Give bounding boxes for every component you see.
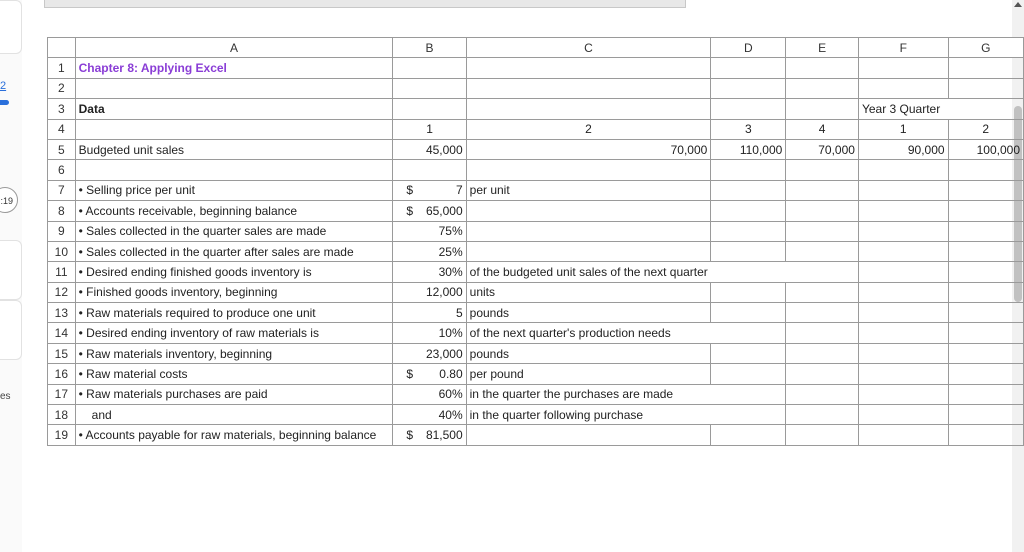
cell[interactable]	[858, 343, 948, 363]
table-row	[48, 119, 1024, 139]
spreadsheet-table	[47, 37, 1024, 446]
column-header-a[interactable]: A	[75, 38, 393, 58]
cell[interactable]	[858, 364, 948, 384]
left-card	[0, 300, 22, 360]
cell[interactable]	[466, 241, 711, 261]
column-header-e[interactable]: E	[786, 38, 859, 58]
label-cell[interactable]: • Raw material costs	[75, 364, 393, 384]
value-cell[interactable]: 75%	[393, 221, 466, 241]
cell[interactable]	[466, 221, 711, 241]
cell[interactable]	[948, 78, 1023, 98]
quarter-cell[interactable]: 4	[786, 119, 859, 139]
row-header[interactable]: 5	[48, 139, 76, 159]
cell[interactable]	[948, 384, 1023, 404]
row-header[interactable]: 12	[48, 282, 76, 302]
cell[interactable]	[711, 323, 786, 343]
cell[interactable]	[858, 303, 948, 323]
row-header[interactable]: 15	[48, 343, 76, 363]
row-header[interactable]: 7	[48, 180, 76, 200]
table-row	[48, 262, 1024, 282]
cell[interactable]	[948, 180, 1023, 200]
value-cell[interactable]: 70,000	[786, 139, 859, 159]
table-row	[48, 364, 1024, 384]
label-cell[interactable]: • Sales collected in the quarter after sales are made	[75, 241, 393, 261]
cell[interactable]	[786, 262, 859, 282]
cell[interactable]	[466, 201, 711, 221]
cell[interactable]	[711, 343, 786, 363]
row-header[interactable]: 4	[48, 119, 76, 139]
top-scrollbar[interactable]	[44, 0, 686, 8]
value-text: 65,000	[425, 203, 463, 218]
cell[interactable]	[711, 364, 786, 384]
table-row	[48, 343, 1024, 363]
cell[interactable]	[393, 58, 466, 78]
cell[interactable]	[711, 262, 786, 282]
label-cell[interactable]: • Raw materials purchases are paid	[75, 384, 393, 404]
left-text: es	[0, 391, 11, 402]
table-row	[48, 221, 1024, 241]
cell[interactable]	[711, 78, 786, 98]
label-cell[interactable]: and	[75, 405, 393, 425]
cell[interactable]	[948, 425, 1023, 445]
cell[interactable]	[948, 160, 1023, 180]
cell[interactable]	[786, 58, 859, 78]
cell[interactable]	[393, 99, 466, 119]
cell[interactable]	[858, 384, 948, 404]
cell[interactable]	[711, 180, 786, 200]
cell[interactable]	[858, 425, 948, 445]
row-header[interactable]: 17	[48, 384, 76, 404]
cell[interactable]	[786, 343, 859, 363]
row-header[interactable]: 2	[48, 78, 76, 98]
label-cell[interactable]: • Raw materials inventory, beginning	[75, 343, 393, 363]
table-row	[48, 405, 1024, 425]
cell[interactable]	[786, 241, 859, 261]
quarter-cell[interactable]: 2	[948, 119, 1023, 139]
cell[interactable]	[393, 160, 466, 180]
value-cell[interactable]: 40%	[393, 405, 466, 425]
left-card	[0, 0, 22, 54]
table-row	[48, 180, 1024, 200]
value-cell[interactable]: 70,000	[466, 139, 711, 159]
note-cell[interactable]: per pound	[466, 364, 711, 384]
column-header-b[interactable]: B	[393, 38, 466, 58]
value-cell[interactable]	[393, 201, 466, 221]
cell[interactable]	[858, 405, 948, 425]
table-row	[48, 384, 1024, 404]
note-cell[interactable]: units	[466, 282, 711, 302]
quarter-cell[interactable]: 1	[858, 119, 948, 139]
value-cell[interactable]: 12,000	[393, 282, 466, 302]
cell[interactable]	[786, 425, 859, 445]
cell[interactable]	[786, 78, 859, 98]
cell[interactable]	[858, 160, 948, 180]
cell[interactable]	[711, 201, 786, 221]
cell[interactable]	[393, 78, 466, 98]
cell[interactable]	[711, 160, 786, 180]
table-row	[48, 425, 1024, 445]
cell[interactable]	[858, 262, 948, 282]
value-cell[interactable]	[393, 425, 466, 445]
value-cell[interactable]: 25%	[393, 241, 466, 261]
cell[interactable]	[711, 384, 786, 404]
cell[interactable]	[786, 221, 859, 241]
label-cell[interactable]: • Raw materials required to produce one unit	[75, 303, 393, 323]
table-row	[48, 323, 1024, 343]
table-row	[48, 78, 1024, 98]
currency-symbol: $	[406, 203, 414, 218]
cell[interactable]	[786, 384, 859, 404]
cell[interactable]	[858, 180, 948, 200]
cell[interactable]	[786, 282, 859, 302]
left-panel	[0, 0, 22, 552]
cell[interactable]	[858, 282, 948, 302]
cell[interactable]	[948, 343, 1023, 363]
label-cell[interactable]: • Desired ending inventory of raw materials is	[75, 323, 393, 343]
cell[interactable]	[711, 221, 786, 241]
cell[interactable]	[858, 58, 948, 78]
value-cell[interactable]: 10%	[393, 323, 466, 343]
cell[interactable]	[858, 323, 948, 343]
cell[interactable]	[75, 119, 393, 139]
cell[interactable]	[858, 78, 948, 98]
label-cell[interactable]: • Sales collected in the quarter sales are made	[75, 221, 393, 241]
cell[interactable]	[948, 201, 1023, 221]
cell[interactable]	[948, 405, 1023, 425]
row-header[interactable]: 9	[48, 221, 76, 241]
table-row	[48, 58, 1024, 78]
left-active-indicator	[0, 100, 9, 105]
cell[interactable]	[711, 405, 786, 425]
row-header[interactable]: 10	[48, 241, 76, 261]
value-cell[interactable]: 23,000	[393, 343, 466, 363]
cell[interactable]	[858, 221, 948, 241]
table-row	[48, 241, 1024, 261]
value-cell[interactable]: 30%	[393, 262, 466, 282]
column-header-row	[48, 38, 1024, 58]
value-text: 81,500	[425, 428, 463, 443]
row-header[interactable]: 3	[48, 99, 76, 119]
row-header[interactable]: 19	[48, 425, 76, 445]
value-text: 0.80	[439, 366, 463, 381]
row-header[interactable]: 18	[48, 405, 76, 425]
row-header[interactable]: 11	[48, 262, 76, 282]
value-text: 7	[455, 183, 463, 198]
note-cell[interactable]: in the quarter the purchases are made	[466, 384, 711, 404]
value-cell[interactable]	[393, 364, 466, 384]
cell[interactable]	[466, 58, 711, 78]
note-cell[interactable]: of the next quarter's production needs	[466, 323, 711, 343]
cell[interactable]	[786, 364, 859, 384]
table-row	[48, 139, 1024, 159]
column-header-d[interactable]: D	[711, 38, 786, 58]
value-cell[interactable]: 100,000	[948, 139, 1023, 159]
table-row	[48, 99, 1024, 119]
currency-symbol: $	[406, 183, 414, 198]
cell[interactable]	[711, 425, 786, 445]
note-cell[interactable]: pounds	[466, 303, 711, 323]
cell[interactable]	[75, 160, 393, 180]
note-cell[interactable]: per unit	[466, 180, 711, 200]
note-cell[interactable]: of the budgeted unit sales of the next quarter	[466, 262, 711, 282]
cell[interactable]	[786, 99, 859, 119]
cell[interactable]	[786, 160, 859, 180]
currency-symbol: $	[406, 366, 414, 381]
cell[interactable]	[786, 180, 859, 200]
value-cell[interactable]	[393, 180, 466, 200]
value-cell[interactable]: 90,000	[858, 139, 948, 159]
cell[interactable]	[858, 241, 948, 261]
cell[interactable]	[75, 78, 393, 98]
cell[interactable]	[786, 323, 859, 343]
cell[interactable]	[466, 99, 711, 119]
value-cell[interactable]: 45,000	[393, 139, 466, 159]
row-header[interactable]: 14	[48, 323, 76, 343]
column-header-f[interactable]: F	[858, 38, 948, 58]
cell[interactable]	[948, 221, 1023, 241]
cell[interactable]	[948, 364, 1023, 384]
cell[interactable]	[948, 303, 1023, 323]
cell[interactable]	[786, 405, 859, 425]
scroll-up-icon[interactable]	[1014, 2, 1022, 7]
cell[interactable]	[466, 78, 711, 98]
quarter-cell[interactable]: 2	[466, 119, 711, 139]
cell[interactable]	[948, 323, 1023, 343]
row-header[interactable]: 6	[48, 160, 76, 180]
label-cell[interactable]: • Accounts payable for raw materials, beginning balance	[75, 425, 393, 445]
column-header-c[interactable]: C	[466, 38, 711, 58]
quarter-cell[interactable]: 1	[393, 119, 466, 139]
value-cell[interactable]: 60%	[393, 384, 466, 404]
row-header[interactable]: 13	[48, 303, 76, 323]
quarter-cell[interactable]: 3	[711, 119, 786, 139]
table-row	[48, 282, 1024, 302]
value-cell[interactable]: 5	[393, 303, 466, 323]
cell[interactable]	[948, 58, 1023, 78]
cell[interactable]	[948, 262, 1023, 282]
sheet-title[interactable]: Chapter 8: Applying Excel	[75, 58, 393, 78]
corner-cell[interactable]	[48, 38, 76, 58]
label-cell[interactable]: • Desired ending finished goods inventory is	[75, 262, 393, 282]
value-cell[interactable]: 110,000	[711, 139, 786, 159]
left-card	[0, 240, 22, 300]
label-cell[interactable]: • Finished goods inventory, beginning	[75, 282, 393, 302]
cell[interactable]	[711, 58, 786, 78]
note-cell[interactable]: pounds	[466, 343, 711, 363]
label-cell[interactable]: • Selling price per unit	[75, 180, 393, 200]
table-row	[48, 303, 1024, 323]
column-header-g[interactable]: G	[948, 38, 1023, 58]
cell[interactable]	[948, 241, 1023, 261]
cell[interactable]	[466, 160, 711, 180]
currency-symbol: $	[406, 428, 414, 443]
row-header[interactable]: 8	[48, 201, 76, 221]
year3-quarter-label[interactable]: Year 3 Quarter	[858, 99, 948, 119]
data-heading[interactable]: Data	[75, 99, 393, 119]
left-badge[interactable]: :19	[0, 187, 18, 213]
table-row	[48, 160, 1024, 180]
cell[interactable]	[711, 99, 786, 119]
cell[interactable]	[786, 201, 859, 221]
cell[interactable]	[466, 425, 711, 445]
cell[interactable]	[858, 201, 948, 221]
cell[interactable]	[948, 282, 1023, 302]
cell[interactable]	[711, 241, 786, 261]
cell[interactable]	[711, 303, 786, 323]
label-cell[interactable]: Budgeted unit sales	[75, 139, 393, 159]
cell[interactable]	[948, 99, 1023, 119]
note-cell[interactable]: in the quarter following purchase	[466, 405, 711, 425]
left-link[interactable]: 2	[0, 80, 7, 92]
table-row	[48, 201, 1024, 221]
cell[interactable]	[786, 303, 859, 323]
cell[interactable]	[711, 282, 786, 302]
label-cell[interactable]: • Accounts receivable, beginning balance	[75, 201, 393, 221]
row-header[interactable]: 16	[48, 364, 76, 384]
row-header[interactable]: 1	[48, 58, 76, 78]
